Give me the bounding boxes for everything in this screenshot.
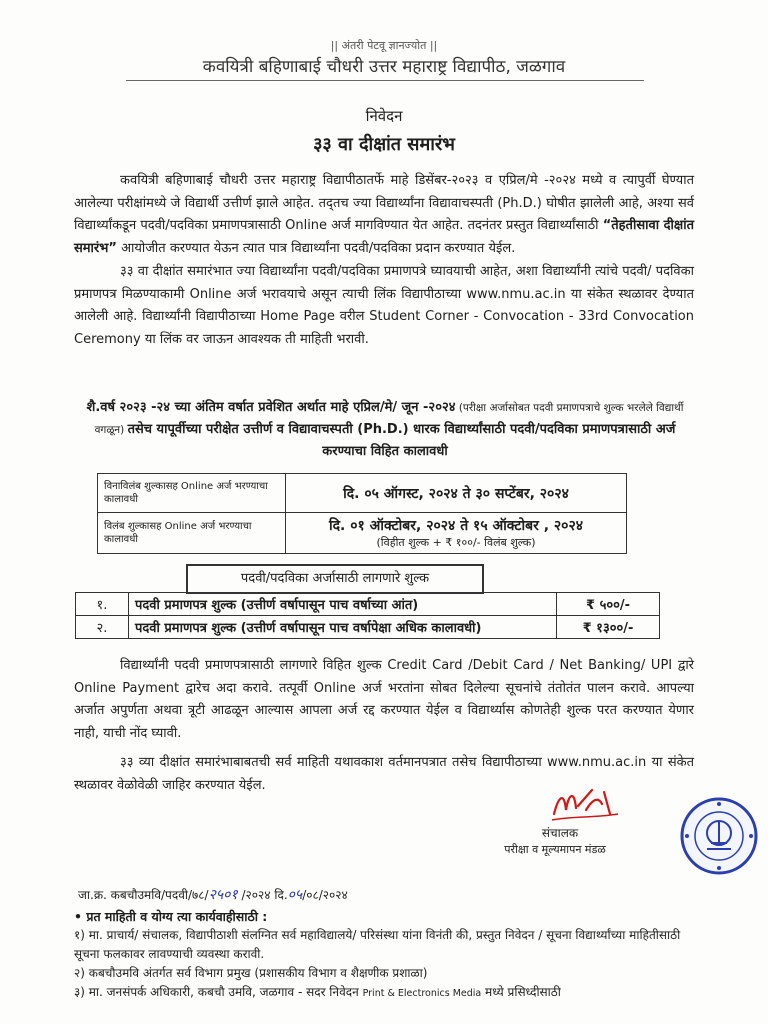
deadline-table [97,473,627,554]
table-row: १. पदवी प्रमाणपत्र शुल्क (उत्तीर्ण वर्षापासून पाच वर्षाच्या आंत) ₹ ५००/- [76,593,660,616]
ceremony-name: “तेहतीसावा दीक्षांत समारंभ” [74,218,694,257]
table-row [98,474,627,513]
department-name: परीक्षा व मूल्यमापन मंडळ [504,843,606,856]
fee-table [75,592,660,639]
university-motto: || अंतरी पेटवू ज्ञानज्योत || [330,39,438,52]
deadline-value: दि. ०५ ऑगस्ट, २०२४ ते ३० सप्टेंबर, २०२४ [286,474,627,513]
list-item: २) कबचौउमवि अंतर्गत सर्व विभाग प्रमुख (प्रशासकीय विभाग व शैक्षणीक प्रशाळा) [74,966,428,980]
fee-amount: ₹ १३००/- [557,616,660,639]
fee-description: पदवी प्रमाणपत्र शुल्क (उत्तीर्ण वर्षापासून पाच वर्षापेक्षा अधिक कालावधी) [129,616,557,639]
handwritten-date: ०५ [287,887,303,903]
notice-label: निवेदन [365,107,403,125]
paragraph-4: ३३ व्या दीक्षांत समारंभाबाबतची सर्व माहिती यथावकाश वर्तमानपत्रात तसेच विद्यापीठाच्या www.nmu.ac.in या संकेत स्थळावर वेळोवेळी जाहिर करण्यात येईल. [74,754,694,793]
copy-list [74,926,696,1003]
closing-paragraphs [74,655,694,797]
page-title: ३३ वा दीक्षांत समारंभ [313,134,455,155]
paragraph-1: कवयित्री बहिणाबाई चौधरी उत्तर महाराष्ट्र विद्यापीठातर्फे माहे डिसेंबर-२०२३ व एप्रिल/मे -२०२४ मध्ये व त्यापुर्वी घेण्यात आलेल्या परीक्षांमध्ये जे विद्यार्थी उत्तीर्ण झाले आहेत. तद्‌तच ज्या विद्यार्थ्यांना विद्यावाचस्पती (Ph.D.) घोषीत झालेली आहे, अश्या सर्व विद्यार्थ्यांकडून पदवी/पदविका प्रमाणपत्रासाठी Online अर्ज मागविण्यात येत आहेत. तदनंतर प्रस्तुत विद्यार्थ्यांसाठी “तेहतीसावा दीक्षांत समारंभ” आयोजीत करण्यात येऊन त्यात पात्र विद्यार्थ्यांना पदवी/पदविका प्रदान करण्यात येईल. [74,173,694,257]
university-seal-icon [680,797,758,875]
deadline-heading: शै.वर्ष २०२३ -२४ च्या अंतिम वर्षात प्रवेशित अर्थात माहे एप्रिल/मे/ जून -२०२४ (परीक्षा अर्जासोबत पदवी प्रमाणपत्राचे शुल्क भरलेले विद्यार्थी वगळून) तसेच यापूर्वीच्या परीक्षेत उत्तीर्ण व विद्यावाचस्पती (Ph.D.) धारक विद्यार्थ्यांसाठी पदवी/पदविका प्रमाणपत्रासाठी अर्ज करण्याचा विहित कालावधी [86,400,684,459]
signature-icon [548,780,628,826]
late-fee-note: (विहीत शुल्क + ₹ १००/- विलंब शुल्क) [376,536,536,549]
header-divider [126,80,644,81]
university-name: कवयित्री बहिणाबाई चौधरी उत्तर महाराष्ट्र विद्यापीठ, जळगाव [202,57,566,77]
fee-amount: ₹ ५००/- [557,593,660,616]
list-item: ३) मा. जनसंपर्क अधिकारी, कबचौ उमवि, जळगाव - सदर निवेदन Print & Electronics Media मध्ये प्रसिध्दीसाठी [74,985,561,999]
table-row: २. पदवी प्रमाणपत्र शुल्क (उत्तीर्ण वर्षापासून पाच वर्षापेक्षा अधिक कालावधी) ₹ १३००/- [76,616,660,639]
paragraph-3: विद्यार्थ्यांनी पदवी प्रमाणपत्रासाठी लागणारे विहित शुल्क Credit Card /Debit Card / Net Banking/ UPI द्वारे Online Payment द्वारेच अदा करावे. तत्पूर्वी Online अर्ज भरतांना सोबत दिलेल्या सूचनांचे तंतोतंत पालन करावे. आपल्या अर्जात अपुर्णता अथवा त्रूटी आढळून आल्यास आपला अर्ज रद्द करण्यात येईल व विद्यार्थ्यास कोणतेही शुल्क परत करण्यात येणार नाही, याची नोंद घ्यावी. [74,658,694,742]
director-title: संचालक [541,826,579,840]
handwritten-ref-number: २५०१ [208,887,238,903]
intro-paragraphs [74,170,694,352]
deadline-label: विलंब शुल्कासह Online अर्ज भरण्याचा कालावधी [98,513,286,554]
list-item: १) मा. प्राचार्य/ संचालक, विद्यापीठाशी संलग्नित सर्व महाविद्यालये/ परिसंस्था यांना विनंती की, प्रस्तुत निवेदन / सूचना विद्यार्थ्यांच्या माहितीसाठी सूचना फलकावर लावण्याची व्यवस्था करावी. [74,928,681,961]
reference-number: जा.क्र. कबचौउमवि/पदवी/७८/२५०१ /२०२४ दि.०५/०८/२०२४ [78,887,348,903]
fee-description: पदवी प्रमाणपत्र शुल्क (उत्तीर्ण वर्षापासून पाच वर्षाच्या आंत) [129,593,557,616]
deadline-value: दि. ०१ ऑक्टोबर, २०२४ ते १५ ऑक्टोबर , २०२४ (विहीत शुल्क + ₹ १००/- विलंब शुल्क) [286,513,627,554]
fee-heading: पदवी/पदविका अर्जासाठी लागणारे शुल्क [186,564,484,594]
paragraph-2: ३३ वा दीक्षांत समारंभात ज्या विद्यार्थ्यांना पदवी/पदविका प्रमाणपत्रे घ्यावयाची आहेत, अशा विद्यार्थ्यांनी त्यांचे पदवी/ पदविका प्रमाणपत्र मिळण्याकामी Online अर्ज भरावयाचे असून त्याची लिंक विद्यापीठाच्या www.nmu.ac.in या संकेत स्थळावर देण्यात आलेली आहे. विद्यार्थ्यांनी विद्यापीठाच्या Home Page वरील Student Corner - Convocation - 33rd Convocation Ceremony या लिंक वर जाऊन आवश्यक ती माहिती भरावी. [74,263,694,347]
copy-heading: • प्रत माहिती व योग्य त्या कार्यवाहीसाठी : [74,909,268,924]
table-row [98,513,627,554]
deadline-label: विनाविलंब शुल्कासह Online अर्ज भरण्याचा कालावधी [98,474,286,513]
